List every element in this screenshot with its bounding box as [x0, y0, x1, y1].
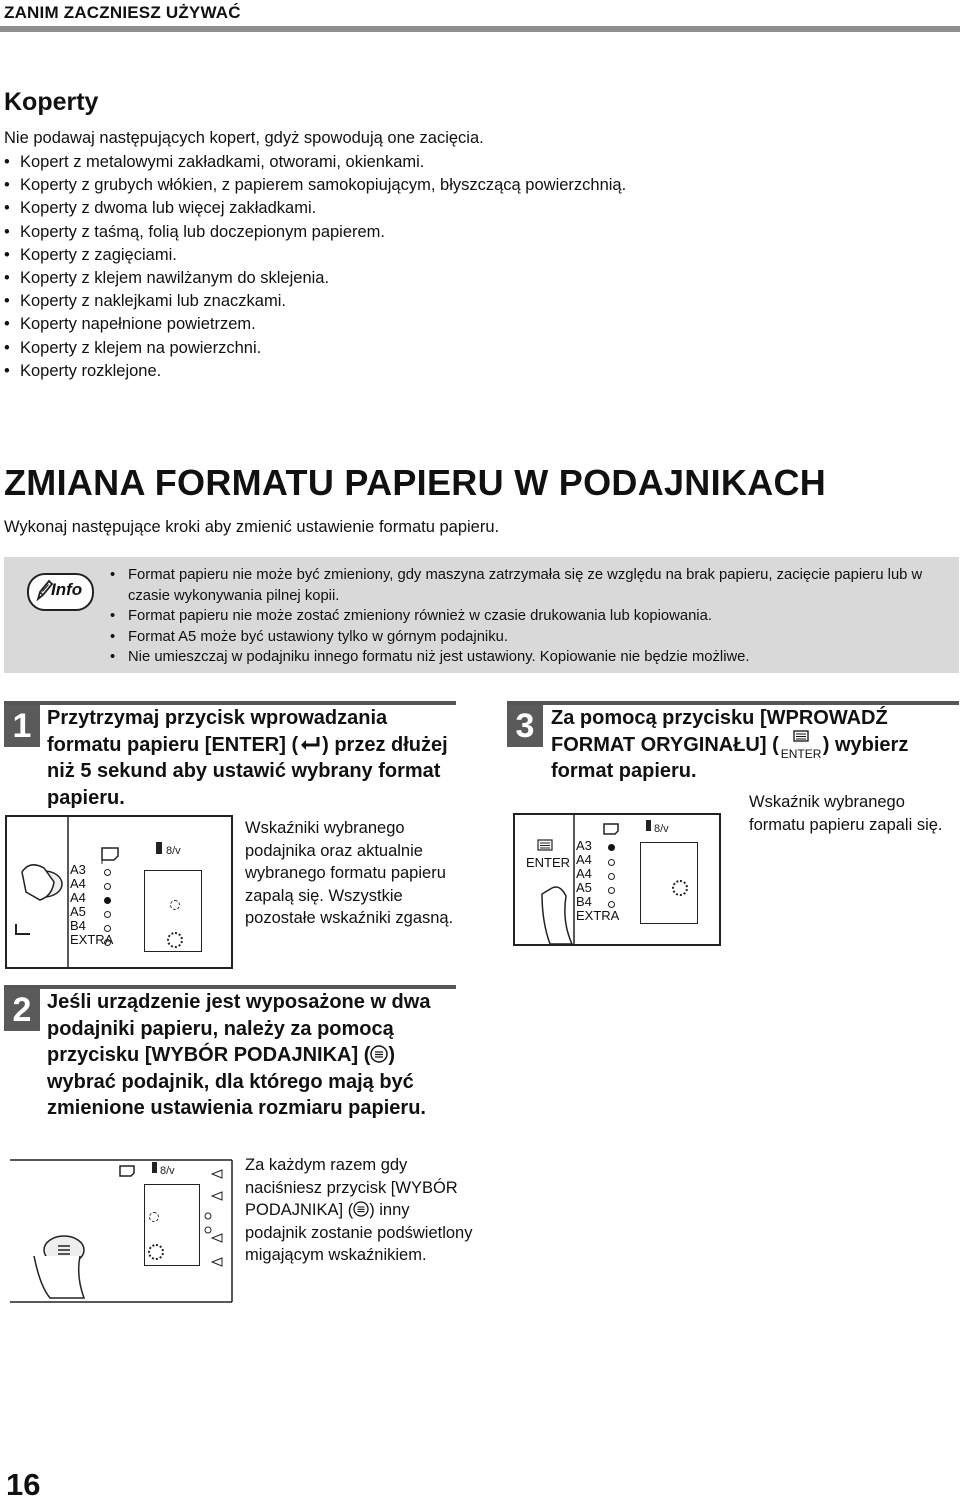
- info-item: • Nie umieszczaj w podajniku innego formatu niż jest ustawiony. Kopiowanie nie będzie możliwe.: [108, 647, 938, 668]
- info-item: • Format A5 może być ustawiony tylko w górnym podajniku.: [108, 627, 938, 648]
- page-number: 16: [6, 1467, 41, 1502]
- enter-label: ENTER: [526, 855, 571, 870]
- size-label-A5: A5: [576, 880, 592, 895]
- svg-text:8/v: 8/v: [160, 1165, 175, 1177]
- step-1-number: 1: [4, 705, 40, 747]
- step-2-number: 2: [4, 989, 40, 1031]
- led: [104, 925, 111, 932]
- list-item: • Koperty z grubych włókien, z papierem samokopiującym, błyszczącą powierzchnią.: [4, 174, 626, 197]
- led: [104, 939, 111, 946]
- step-1-text-part1: Przytrzymaj przycisk wprowadzania formatu papieru [ENTER] (: [47, 707, 388, 756]
- size-label-B4: B4: [70, 918, 86, 933]
- tray-led-blink: [148, 1244, 164, 1260]
- info-item: • Format papieru nie może zostać zmieniony również w czasie drukowania lub kopiowania.: [108, 606, 938, 627]
- list-item: • Koperty z taśmą, folią lub doczepionym papierem.: [4, 221, 626, 244]
- list-item: • Kopert z metalowymi zakładkami, otworami, okienkami.: [4, 151, 626, 174]
- header-rule: [0, 26, 960, 32]
- tray-led: [149, 1212, 159, 1222]
- step-2-note-part1: Za każdym razem gdy naciśniesz przycisk [WYBÓR PODAJNIKA] (: [245, 1156, 458, 1219]
- step-2-text: [47, 989, 462, 1122]
- tray-led-blink: [167, 932, 183, 948]
- list-item: • Koperty z naklejkami lub znaczkami.: [4, 290, 626, 313]
- step-2-note: [245, 1154, 475, 1267]
- list-item: • Koperty z dwoma lub więcej zakładkami.: [4, 197, 626, 220]
- size-label-A4: A4: [576, 852, 592, 867]
- envelopes-list: [4, 151, 626, 383]
- tray-schematic: [640, 842, 698, 924]
- size-label-A4r: A4: [576, 866, 592, 881]
- enter-key-label: ENTER: [780, 746, 822, 761]
- list-item: • Koperty z klejem na powierzchni.: [4, 337, 626, 360]
- svg-text:8/v: 8/v: [166, 845, 181, 857]
- info-label: Info: [51, 580, 83, 599]
- size-label-extra: EXTRA: [70, 932, 114, 947]
- step-2-text-part2: ) wybrać podajnik, dla którego mają być zmienione ustawienia rozmiaru papieru.: [47, 1044, 426, 1119]
- step-1-text: [47, 705, 452, 811]
- step-3-number: 3: [507, 705, 543, 747]
- info-badge: [27, 573, 94, 611]
- tray-led-blink: [672, 880, 688, 896]
- running-header-title: ZANIM ZACZNIESZ UŻYWAĆ: [4, 3, 241, 22]
- size-label-A4: A4: [70, 876, 86, 891]
- svg-text:8/v: 8/v: [654, 823, 669, 835]
- step-3-note: Wskaźnik wybranego formatu papieru zapali się.: [749, 793, 943, 834]
- info-list: [108, 565, 938, 668]
- list-item: • Koperty napełnione powietrzem.: [4, 313, 626, 336]
- info-item: • Format papieru nie może być zmieniony, gdy maszyna zatrzymała się ze względu na brak papieru, zacięcie papieru lub w czasie wykonywania pilnej kopii.: [108, 565, 938, 606]
- tray-select-icon: [353, 1201, 369, 1217]
- led: [608, 887, 615, 894]
- tray-led: [170, 900, 180, 910]
- control-panel-step-3: [512, 812, 722, 947]
- step-1-note: Wskaźniki wybranego podajnika oraz aktualnie wybranego formatu papieru zapalą się. Wszystkie pozostałe wskaźniki zgasną.: [245, 819, 454, 927]
- list-item: • Koperty rozklejone.: [4, 360, 626, 383]
- led: [104, 883, 111, 890]
- step-2-note-part2: ) inny podajnik zostanie podświetlony migającym wskaźnikiem.: [245, 1201, 473, 1264]
- section-title: ZMIANA FORMATU PAPIERU W PODAJNIKACH: [4, 462, 827, 503]
- led-lit: [104, 897, 111, 904]
- size-label-A3: A3: [70, 862, 86, 877]
- control-panel-step-1: [4, 812, 234, 970]
- step-3-text: [551, 705, 956, 785]
- tray-select-icon: [370, 1045, 388, 1063]
- led-lit: [608, 844, 615, 851]
- led: [608, 859, 615, 866]
- envelopes-intro: Nie podawaj następujących kopert, gdyż spowodują one zacięcia.: [4, 129, 484, 147]
- step-1-text-part2: ) przez dłużej niż 5 sekund aby ustawić wybrany format papieru.: [47, 733, 448, 809]
- size-label-extra: EXTRA: [576, 908, 620, 923]
- running-header: [0, 0, 960, 34]
- size-label-A4r: A4: [70, 890, 86, 905]
- size-label-A5: A5: [70, 904, 86, 919]
- list-item: • Koperty z zagięciami.: [4, 244, 626, 267]
- size-label-B4: B4: [576, 894, 592, 909]
- control-panel-step-2: [4, 1156, 234, 1306]
- led: [104, 911, 111, 918]
- envelopes-heading: Koperty: [4, 88, 99, 116]
- enter-arrow-icon: [298, 735, 322, 753]
- list-item: • Koperty z klejem nawilżanym do sklejenia.: [4, 267, 626, 290]
- size-label-A3: A3: [576, 838, 592, 853]
- enter-key-icon: [779, 732, 823, 761]
- led: [104, 869, 111, 876]
- section-lead: Wykonaj następujące kroki aby zmienić ustawienie formatu papieru.: [4, 518, 500, 536]
- step-3-text-part2: ) wybierz format papieru.: [551, 733, 909, 782]
- led: [608, 873, 615, 880]
- led: [608, 901, 615, 908]
- step-3-text-part1: Za pomocą przycisku [WPROWADŹ FORMAT ORYGINAŁU] (: [551, 707, 888, 756]
- step-2-text-part1: Jeśli urządzenie jest wyposażone w dwa podajniki papieru, należy za pomocą przycisku [WYBÓR PODAJNIKA] (: [47, 991, 431, 1066]
